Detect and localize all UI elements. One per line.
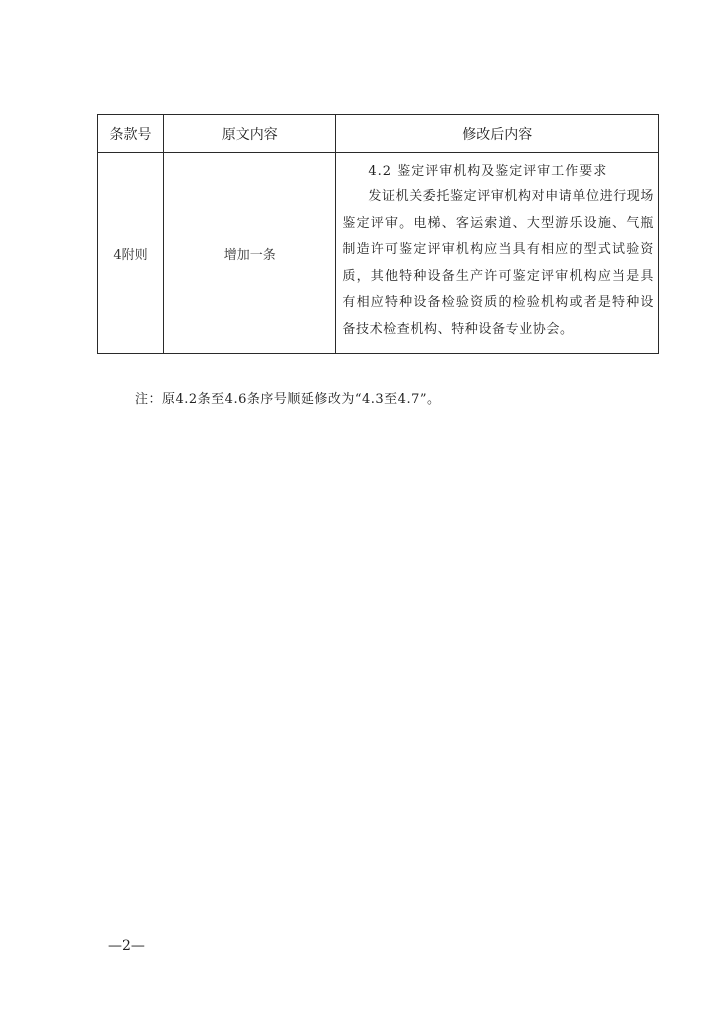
revised-section-body: 发证机关委托鉴定评审机构对申请单位进行现场鉴定评审。电梯、客运索道、大型游乐设施、气瓶制造许可鉴定评审机构应当具有相应的型式试验资质，其他特种设备生产许可鉴定评审机构应当是具有相应特种设备检验资质的检验机构或者是特种设备技术检查机构、特种设备专业协会。 xyxy=(342,189,655,337)
header-clause-number: 条款号 xyxy=(98,115,164,153)
amendment-table xyxy=(97,114,659,354)
header-revised-content: 修改后内容 xyxy=(336,115,659,153)
clause-number-cell: 4附则 xyxy=(98,153,164,354)
table-row xyxy=(98,153,659,354)
page-number: —2— xyxy=(108,938,145,954)
original-content-cell: 增加一条 xyxy=(164,153,336,354)
header-original-content: 原文内容 xyxy=(164,115,336,153)
table-footnote: 注：原4.2条至4.6条序号顺延修改为“4.3至4.7”。 xyxy=(135,392,441,407)
revised-content-cell xyxy=(336,153,659,354)
revised-section-heading: 4.2 鉴定评审机构及鉴定评审工作要求 xyxy=(368,164,608,179)
table-header-row xyxy=(98,115,659,153)
